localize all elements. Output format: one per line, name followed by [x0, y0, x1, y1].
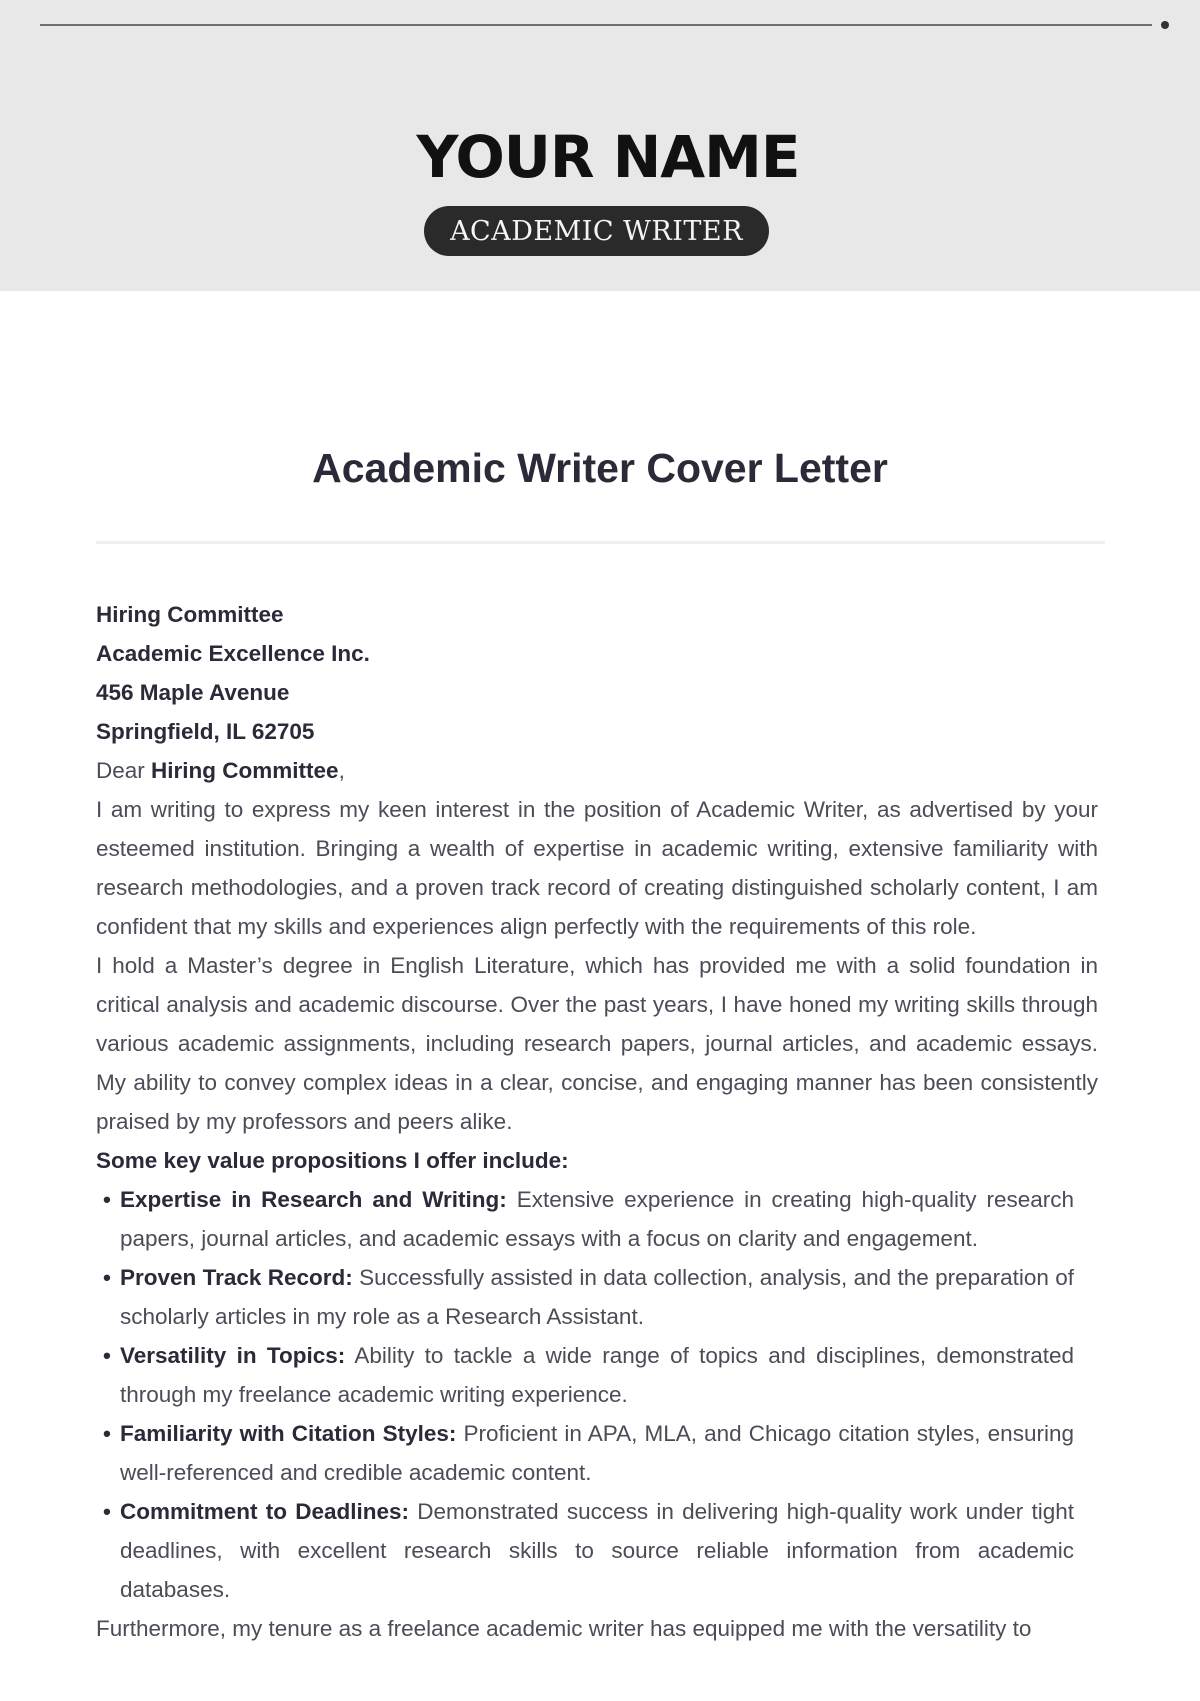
- list-item: [96, 1414, 1098, 1492]
- applicant-name: YOUR NAME: [416, 123, 800, 191]
- header-divider: [40, 24, 1152, 26]
- bullet-icon: •: [103, 1499, 111, 1524]
- proposition-label: Proven Track Record:: [120, 1265, 353, 1290]
- role-badge: [424, 206, 769, 256]
- header-banner: [0, 0, 1200, 291]
- role-badge-label: ACADEMIC WRITER: [450, 215, 743, 247]
- list-item: [96, 1258, 1098, 1336]
- proposition-label: Familiarity with Citation Styles:: [120, 1421, 457, 1446]
- proposition-text: Proficient in APA, MLA, and Chicago citation styles, ensuring well-referenced and credible academic content.: [120, 1421, 1074, 1485]
- recipient-line: Hiring Committee: [96, 602, 284, 627]
- salutation-name: Hiring Committee: [151, 758, 339, 783]
- title-divider: [96, 541, 1105, 544]
- list-item: [96, 1492, 1098, 1609]
- propositions-list: [96, 1180, 1098, 1609]
- salutation-suffix: ,: [338, 758, 345, 783]
- proposition-text: Successfully assisted in data collection, analysis, and the preparation of scholarly articles in my role as a Research Assistant.: [120, 1265, 1075, 1329]
- salutation: [96, 751, 1098, 790]
- paragraph-education: I hold a Master’s degree in English Literature, which has provided me with a solid foundation in critical analysis and academic discourse. Over the past years, I have honed my writing skills through various academic assignments, including research papers, journal articles, and academic essays. My ability to convey complex ideas in a clear, concise, and engaging manner has been consistently praised by my professors and peers alike.: [96, 953, 1098, 1134]
- list-item: [96, 1336, 1098, 1414]
- proposition-text: Ability to tackle a wide range of topics and disciplines, demonstrated through my freelance academic writing experience.: [120, 1343, 1075, 1407]
- proposition-label: Expertise in Research and Writing:: [120, 1187, 507, 1212]
- recipient-city: Springfield, IL 62705: [96, 719, 315, 744]
- recipient-company: Academic Excellence Inc.: [96, 641, 370, 666]
- paragraph-closing: Furthermore, my tenure as a freelance academic writer has equipped me with the versatility to: [96, 1616, 1032, 1641]
- bullet-icon: •: [103, 1265, 111, 1290]
- proposition-label: Commitment to Deadlines:: [120, 1499, 410, 1524]
- salutation-prefix: Dear: [96, 758, 145, 783]
- header-dot-icon: [1161, 21, 1169, 29]
- bullet-icon: •: [103, 1343, 111, 1368]
- recipient-street: 456 Maple Avenue: [96, 680, 290, 705]
- proposition-text: Demonstrated success in delivering high-quality work under tight deadlines, with excellent research skills to source reliable information from academic databases.: [120, 1499, 1074, 1602]
- letter-body: [96, 595, 1098, 1648]
- list-item: [96, 1180, 1098, 1258]
- propositions-heading: Some key value propositions I offer include:: [96, 1148, 569, 1173]
- bullet-icon: •: [103, 1421, 111, 1446]
- page-title: Academic Writer Cover Letter: [312, 445, 888, 491]
- proposition-label: Versatility in Topics:: [120, 1343, 346, 1368]
- proposition-text: Extensive experience in creating high-quality research papers, journal articles, and academic essays with a focus on clarity and engagement.: [120, 1187, 1074, 1251]
- paragraph-intro: I am writing to express my keen interest in the position of Academic Writer, as advertised by your esteemed institution. Bringing a wealth of expertise in academic writing, extensive familiarity with research methodologies, and a proven track record of creating distinguished scholarly content, I am confident that my skills and experiences align perfectly with the requirements of this role.: [96, 797, 1098, 939]
- bullet-icon: •: [103, 1187, 111, 1212]
